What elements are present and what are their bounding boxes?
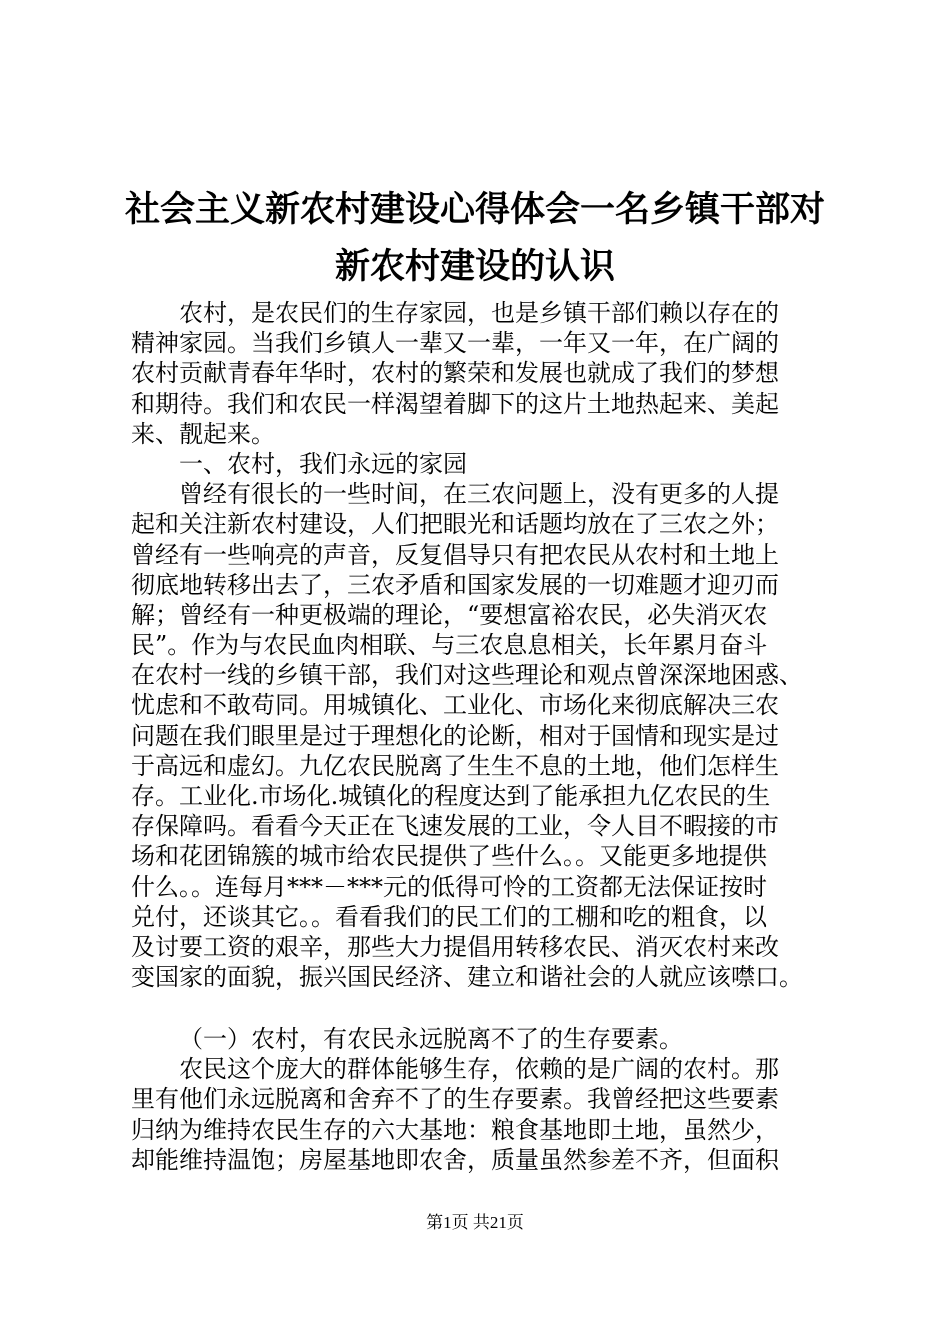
paragraph-line: 解；曾经有一种更极端的理论，“要想富裕农民，必失消灭农 [131, 600, 768, 629]
paragraph-line: 在农村一线的乡镇干部，我们对这些理论和观点曾深深地困惑、 [131, 661, 803, 690]
paragraph-line: 及讨要工资的艰辛，那些大力提倡用转移农民、消灭农村来改 [131, 932, 779, 961]
paragraph-line: 存保障吗。看看今天正在飞速发展的工业，令人目不暇接的市 [131, 812, 779, 841]
paragraph-line: 兑付，还谈其它。。看看我们的民工们的工棚和吃的粗食，以 [131, 902, 767, 931]
paragraph-line: 忧虑和不敢苟同。用城镇化、工业化、市场化来彻底解决三农 [131, 691, 779, 720]
paragraph-line: 什么。。连每月***－***元的低得可怜的工资都无法保证按时 [131, 872, 767, 901]
paragraph-line: 精神家园。当我们乡镇人一辈又一辈，一年又一年，在广阔的 [131, 329, 779, 358]
paragraph-line: 农村贡献青春年华时，农村的繁荣和发展也就成了我们的梦想 [131, 359, 779, 388]
paragraph-line: 起和关注新农村建设，人们把眼光和话题均放在了三农之外； [131, 510, 779, 539]
paragraph-line: 来、靓起来。 [131, 419, 275, 448]
body-block-1 [131, 298, 851, 992]
paragraph-line: 里有他们永远脱离和舍弃不了的生存要素。我曾经把这些要素 [131, 1085, 779, 1114]
document-title-line-2: 新农村建设的认识 [334, 246, 615, 287]
paragraph-line: 场和花团锦簇的城市给农民提供了些什么。。又能更多地提供 [131, 842, 767, 871]
paragraph-line: 存。工业化.市场化.城镇化的程度达到了能承担九亿农民的生 [131, 782, 771, 810]
paragraph-line: 农民这个庞大的群体能够生存，依赖的是广阔的农村。那 [179, 1055, 779, 1084]
paragraph-line: 彻底地转移出去了，三农矛盾和国家发展的一切难题才迎刃而 [131, 570, 779, 599]
subsection-heading: （一）农村，有农民永远脱离不了的生存要素。 [179, 1025, 683, 1053]
paragraph-line: 却能维持温饱；房屋基地即农舍，质量虽然参差不齐，但面积 [131, 1145, 779, 1174]
section-heading: 一、农村，我们永远的家园 [179, 449, 467, 478]
paragraph-line: 于高远和虚幻。九亿农民脱离了生生不息的土地，他们怎样生 [131, 751, 779, 780]
paragraph-line: 问题在我们眼里是过于理想化的论断，相对于国情和现实是过 [131, 721, 779, 750]
paragraph-line: 归纳为维持农民生存的六大基地：粮食基地即土地，虽然少， [131, 1115, 779, 1144]
page-footer: 第1页 共21页 [426, 1213, 524, 1232]
paragraph-line: 变国家的面貌，振兴国民经济、建立和谐社会的人就应该噤口。 [131, 963, 803, 992]
paragraph-line: 曾经有很长的一些时间，在三农问题上，没有更多的人提 [179, 480, 779, 509]
paragraph-line: 和期待。我们和农民一样渴望着脚下的这片土地热起来、美起 [131, 389, 779, 418]
document-title-line-1: 社会主义新农村建设心得体会一名乡镇干部对 [124, 189, 825, 230]
paragraph-line: 曾经有一些响亮的声音，反复倡导只有把农民从农村和土地上 [131, 540, 779, 569]
paragraph-line: 民”。作为与农民血肉相联、与三农息息相关，长年累月奋斗 [131, 631, 768, 660]
paragraph-line: 农村，是农民们的生存家园，也是乡镇干部们赖以存在的 [179, 299, 779, 327]
body-block-2 [131, 1024, 851, 1175]
